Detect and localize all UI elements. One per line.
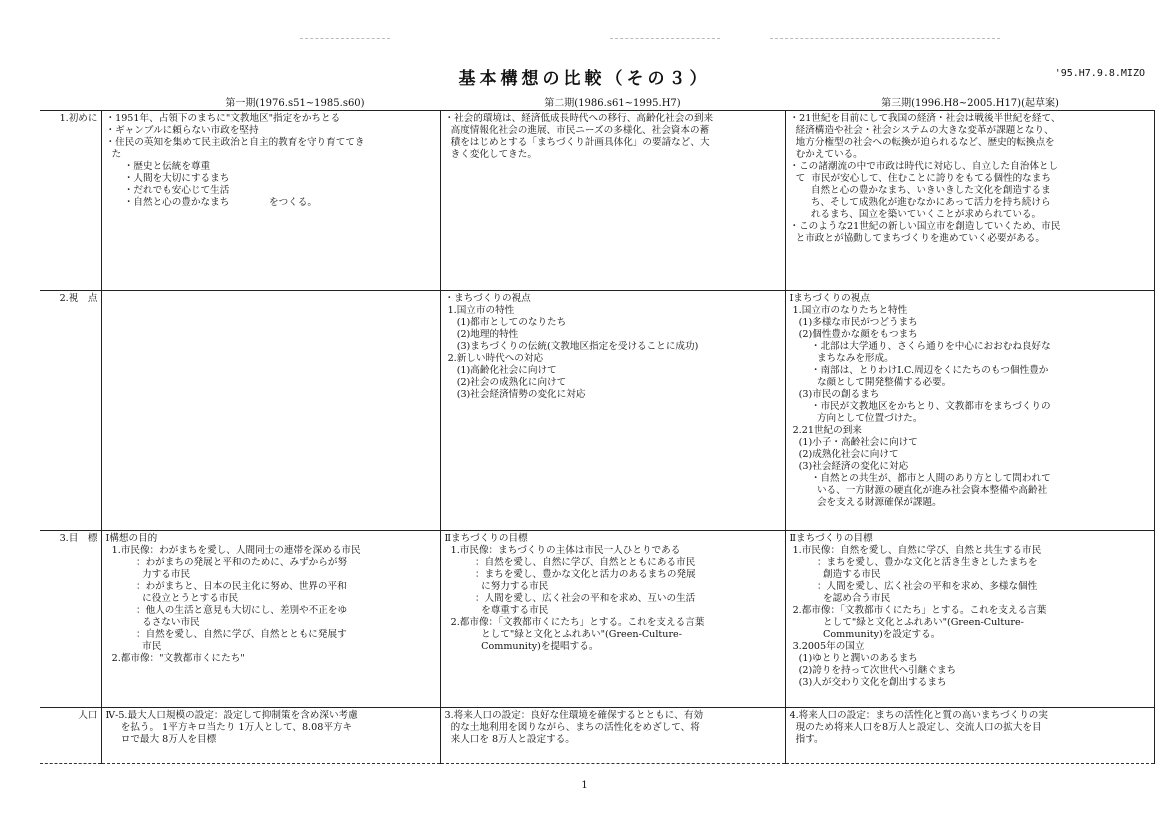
cell-line: ：自然を愛し、自然に学び、自然とともにある市民 [444,557,696,568]
cell-line: ：わがまちと、日本の民主化に努め、世界の平和 [105,581,347,592]
cell-line: ：人間を愛し、広く社会の平和を求め、互いの生活 [444,593,696,604]
cell-line: ：他人の生活と意見も大切にし、差別や不正をゆ [105,605,348,616]
cell-line: (1)多様な市民がつどうまち [789,317,918,328]
cell-line: ・まちづくりの視点 [444,293,531,304]
cell-line: 2.新しい時代への対応 [444,353,544,364]
cell-line: ・21世紀を目前にして我国の経済・社会は戦後半世紀を経て、 [789,113,1061,124]
cell-line: きく変化してきた。 [444,149,537,160]
cell-line: Ⅱまちづくりの目標 [444,533,528,544]
cell-line: ・社会的環境は、経済低成長時代への移行、高齢化社会の到来 [444,113,714,124]
cell-phase2 [440,531,785,708]
cell-line: (2)誇りを持って次世代へ引継ぐまち [789,665,957,676]
cell-phase1 [101,111,440,291]
cell-line: ・市民が文教地区をかちとり、文教都市をまちづくりの [789,401,1051,412]
cell-line: 市民 [105,641,162,652]
cell-line: ・自然との共生が、都市と人間のあり方として問われて [789,473,1051,484]
cell-line: ：人間を愛し、広く社会の平和を求め、多様な個性 [789,581,1038,592]
cell-line: 会を支える財源確保が課題。 [789,497,942,508]
cell-line: 的な土地利用を図りながら、まちの活性化をめざして、将 [444,722,700,733]
cell-line: 地方分権型の社会への転換が迫られるなど、歴史的転換点を [789,137,1055,148]
cell-line: 3.将来人口の設定：良好な住環境を確保するとともに、有効 [444,710,704,721]
cell-line: Ⅰ構想の目的 [105,533,158,544]
row-label: 2.視 点 [40,291,101,531]
cell-line: ・だれでも安心じて生活 [105,185,230,196]
phase-heading-2: 第二期(1986.s61~1995.H7) [544,98,681,109]
cell-line: ・住民の英知を集めて民主政治と自主的教育を守り育ててき [105,137,365,148]
scan-artifact-line [300,38,390,39]
cell-line: 力する市民 [105,569,191,580]
cell-line: 経済構造や社会・社会システムの大きな変革が課題となり、 [789,125,1054,136]
cell-line: 2.都市像：「文教都市くにたち」とする。これを支える言葉 [789,605,1047,616]
cell-line: (3)市民の創るまち [789,389,880,400]
cell-phase1 [101,708,440,764]
cell-line: 現のため将来人口を8万人と設定し、交流人口の拡大を目 [789,722,1042,733]
cell-line: (2)成熟化社会に向けて [789,449,899,460]
cell-line: ・このような21世紀の新しい国立市を創造していくため、市民 [789,221,1061,232]
cell-line: (1)小子・高齢社会に向けて [789,437,918,448]
cell-line: 積をはじめとする「まちづくり計画具体化」の要請など、大 [444,137,710,148]
cell-line: を認め合う市民 [789,593,891,604]
cell-line: ：まちを愛し、豊かな文化と活力のあるまちの発展 [444,569,696,580]
cell-line: ・北部は大学通り、さくら通りを中心におおむね良好な [789,341,1051,352]
cell-line: Community)を提唱する。 [444,641,599,652]
cell-line: Ⅰまちづくりの視点 [789,293,870,304]
cell-line: (3)まちづくりの伝統(文教地区指定を受けることに成功) [444,341,699,352]
page-number: 1 [581,780,588,791]
cell-line: な顔として開発整備する必要。 [789,377,952,388]
cell-line: として"緑と文化とふれあい"(Green-Culture- [444,629,682,640]
cell-phase2 [440,291,785,531]
cell-line: (3)人が交わり文化を創出するまち [789,677,947,688]
row-label: 1.初めに [40,111,101,291]
cell-line: 1.市民像：わがまちを愛し、人間同士の連帯を深める市民 [105,545,361,556]
cell-line: ・人間を大切にするまち [105,173,230,184]
row-label: 3.目 標 [40,531,101,708]
cell-line: 創造する市民 [789,569,881,580]
cell-line: いる、一方財源の硬直化が進み社会資本整備や高齢社 [789,485,1048,496]
cell-line: ：自然を愛し、自然に学び、自然とともに発展す [105,629,347,640]
cell-phase3 [785,708,1154,764]
comparison-table [40,110,1155,764]
phase-heading-1: 第一期(1976.s51~1985.s60) [225,98,365,109]
cell-line: 3.2005年の国立 [789,641,865,652]
cell-line: (2)社会の成熟化に向けて [444,377,567,388]
cell-phase3 [785,291,1154,531]
cell-line: て 市民が安心して、住むことに誇りをもてる個性的なまち [789,173,1051,184]
cell-line: ロで最大 8万人を目標 [105,734,217,745]
cell-line: として"緑と文化とふれあい"(Green-Culture- [789,617,1024,628]
page-title: 基本構想の比較（その３） [458,69,711,89]
cell-line: ：わがまちの発展と平和のために、みずからが努 [105,557,348,568]
cell-line: ・歴史と伝統を尊重 [105,161,211,172]
cell-line: 1.国立市のなりたちと特性 [789,305,908,316]
cell-line: に役立とうとする市民 [105,593,239,604]
cell-line: 1.国立市の特性 [444,305,515,316]
cell-line: 1.市民像：まちづくりの主体は市民一人ひとりである [444,545,681,556]
cell-line: 方向として位置づけた。 [789,413,923,424]
cell-line: 2.都市像：「文教都市くにたち」とする。これを支える言葉 [444,617,705,628]
cell-line: (1)高齢化社会に向けて [444,365,557,376]
cell-line: Ⅳ-5.最大人口規模の設定：設定して抑制策を含め深い考慮 [105,710,358,721]
cell-phase2 [440,708,785,764]
cell-line: 2.都市像："文教都市くにたち" [105,653,245,664]
cell-line: (1)都市としてのなりたち [444,317,567,328]
cell-line: ち、そして成熟化が進むなかにあって活力を持ち続けら [789,197,1051,208]
cell-line: ・ギャンブルに頼らない市政を堅持 [105,125,259,136]
cell-line: た [105,149,122,160]
scan-artifact-line [610,38,720,39]
cell-line: (2)地理的特性 [444,329,519,340]
cell-phase2 [440,111,785,291]
cell-line: 1.市民像：自然を愛し、自然に学び、自然と共生する市民 [789,545,1042,556]
cell-line: に努力する市民 [444,581,549,592]
cell-line: 高度情報化社会の進展、市民ニーズの多様化、社会資本の蓄 [444,125,710,136]
cell-line: を払う。 1平方キロ当たり 1万人として、8.08平方キ [105,722,353,733]
table-row [40,111,1154,291]
table-row [40,531,1154,708]
cell-line: ・1951年、占領下のまちに"文教地区"指定をかちとる [105,113,341,124]
table-row [40,291,1154,531]
cell-line: ：まちを愛し、豊かな文化と活き生きとしたまちを [789,557,1038,568]
row-label: 人口 [40,708,101,764]
cell-line: むかえている。 [789,149,863,160]
cell-phase3 [785,531,1154,708]
cell-line: ・南部は、とりわけI.C.周辺をくにたちのもつ個性豊か [789,365,1049,376]
cell-line: 来人口を 8万人と設定する。 [444,734,575,745]
table-row [40,708,1154,764]
cell-line: 自然と心の豊かなまち、いきいきした文化を創造するま [789,185,1051,196]
cell-line: るさない市民 [105,617,200,628]
cell-line: (1)ゆとりと潤いのあるまち [789,653,918,664]
cell-line: 2.21世紀の到来 [789,425,862,436]
scan-artifact-line [770,38,1000,39]
cell-phase3 [785,111,1154,291]
cell-line: ・自然と心の豊かなまち をつくる。 [105,197,317,208]
cell-line: Community)を設定する。 [789,629,941,640]
cell-line: まちなみを形成。 [789,353,894,364]
cell-phase1 [101,531,440,708]
cell-line: ・この諸潮流の中で市政は時代に対応し、自立した自治体とし [789,161,1059,172]
cell-line: (3)社会経済情勢の変化に対応 [444,389,586,400]
phase-heading-3: 第三期(1996.H8~2005.H17)(起草案) [881,98,1059,109]
cell-line: Ⅱまちづくりの目標 [789,533,873,544]
cell-phase1 [101,291,440,531]
cell-line: 指す。 [789,734,824,745]
date-reference: '95.H7.9.8.MIZO [1054,68,1145,79]
cell-line: 4.将来人口の設定：まちの活性化と質の高いまちづくりの実 [789,710,1048,721]
cell-line: を尊重する市民 [444,605,549,616]
cell-line: (3)社会経済の変化に対応 [789,461,909,472]
cell-line: と市政とが協動してまちづくりを進めていく必要がある。 [789,233,1045,244]
cell-line: れるまち、国立を築いていくことが求められている。 [789,209,1042,220]
cell-line: (2)個性豊かな顔をもつまち [789,329,918,340]
